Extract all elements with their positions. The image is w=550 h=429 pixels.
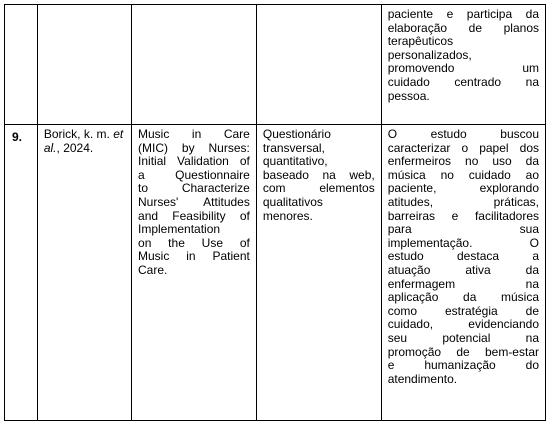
text-line: música no cuidado ao — [387, 167, 539, 182]
text-line: Implementation — [138, 222, 221, 237]
text-line: cuidado, evidenciando — [387, 317, 539, 332]
cell-number: 9. — [5, 125, 38, 421]
text-line: implementação. O — [387, 235, 539, 250]
text-line: com elementos — [262, 181, 375, 196]
cell-number — [5, 5, 38, 125]
text-line: a Questionnaire — [138, 167, 250, 182]
text-line: como estratégia de — [387, 303, 539, 318]
text-line: Music in Patient — [138, 249, 250, 264]
text-line: atuação ativa da — [387, 262, 539, 277]
text-line: enfermeiros no uso da — [387, 154, 539, 169]
text-line: pessoa. — [387, 88, 430, 103]
cell-objective — [381, 125, 545, 421]
text-line: on the Use of — [138, 235, 250, 250]
text-line: atendimento. — [387, 371, 458, 386]
text-line: transversal, — [262, 140, 325, 155]
text-line: paciente e participa da — [387, 7, 539, 21]
table-row — [5, 5, 546, 125]
text-line: enfermagem na — [387, 276, 539, 291]
text-line: (MIC) by Nurses: — [138, 140, 250, 155]
table-row — [5, 125, 546, 421]
cell-author — [37, 125, 131, 421]
text-line: baseado na web, — [262, 167, 375, 182]
text-line: barreiras e facilitadores — [387, 208, 539, 223]
text-line: Music in Care — [138, 127, 250, 141]
author-year: , 2024. — [56, 140, 94, 155]
text-line: O estudo buscou — [387, 127, 539, 141]
text-line: Questionário — [262, 127, 331, 141]
text-line: quantitativo, — [262, 154, 328, 169]
author-etal: et al. — [43, 127, 124, 155]
text-line: personalizados, — [387, 47, 472, 62]
text-line: aplicação da música — [387, 290, 539, 305]
cell-author — [37, 5, 131, 125]
text-line: promovendo um — [387, 61, 539, 76]
text-line: elaboração de planos — [387, 20, 539, 35]
text-line: caracterizar o papel dos — [387, 140, 539, 155]
cell-title — [132, 125, 257, 421]
text-line: estudo destaca a — [387, 249, 539, 264]
text-line: promoção de bem-estar — [387, 344, 539, 359]
text-line: Nurses' Attitudes — [138, 194, 250, 209]
text-line: to Characterize — [138, 181, 250, 196]
text-line: qualitativos — [262, 194, 323, 209]
references-table — [4, 4, 546, 421]
text-line: e humanização do — [387, 358, 539, 373]
cell-method — [256, 125, 381, 421]
cell-title — [132, 5, 257, 125]
text-line: Initial Validation of — [138, 154, 250, 169]
text-line: Care. — [138, 262, 168, 277]
text-line: paciente, explorando — [387, 181, 539, 196]
author-name: Borick, k. m. — [43, 127, 114, 141]
text-line: seu potencial na — [387, 330, 539, 345]
text-line: terapêuticos — [387, 34, 454, 49]
text-line: atitudes, práticas, — [387, 194, 539, 209]
text-line: and Feasibility of — [138, 208, 250, 223]
text-line: cuidado centrado na — [387, 74, 539, 89]
cell-objective — [381, 5, 545, 125]
cell-method — [256, 5, 381, 125]
text-line: menores. — [262, 208, 313, 223]
text-line: para sua — [387, 222, 539, 237]
